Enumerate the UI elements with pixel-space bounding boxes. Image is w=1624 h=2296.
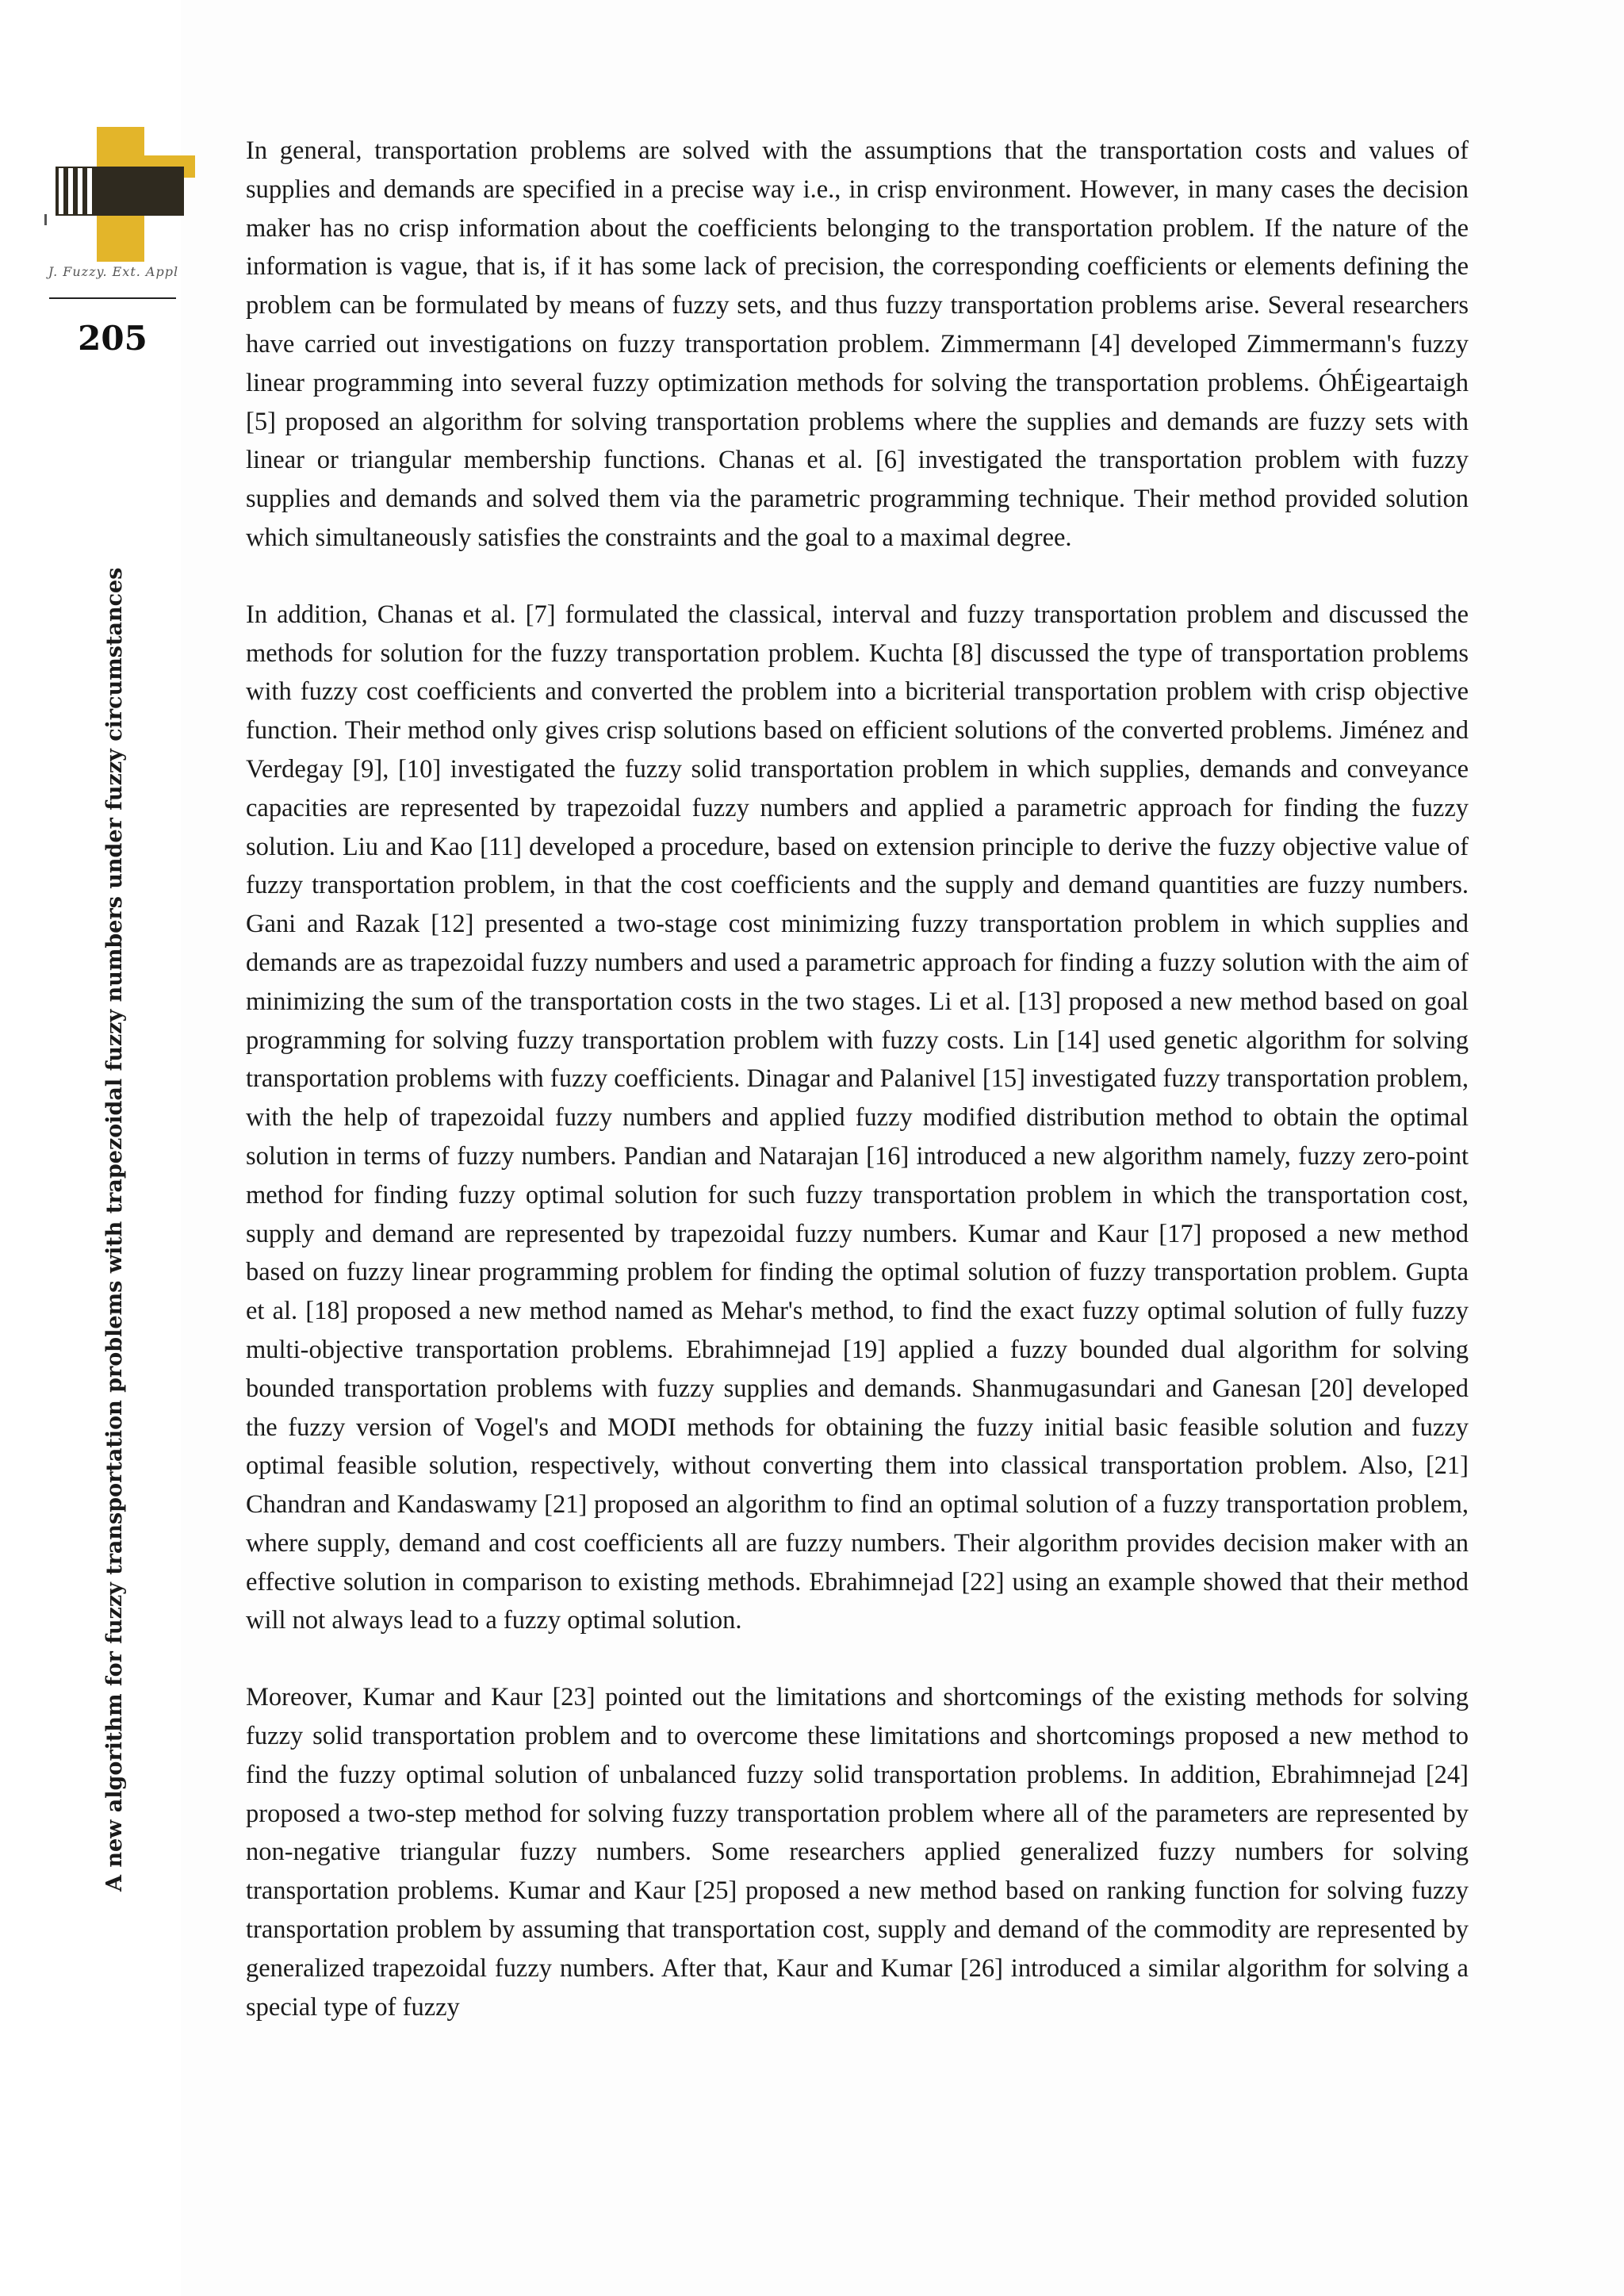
logo-stripe: [78, 168, 82, 214]
logo-stripe: [59, 168, 63, 214]
logo-stripe: [87, 168, 92, 214]
journal-abbreviation: J. Fuzzy. Ext. Appl: [48, 264, 179, 279]
running-title: A new algorithm for fuzzy transportation problems with trapezoidal fuzzy numbers under fuzzy circumstances: [102, 567, 127, 1892]
paragraph-3: Moreover, Kumar and Kaur [23] pointed out the limitations and shortcomings of the existing methods for solving fuzzy solid transportation problem and to overcome these limitations and shortcomings proposed a new method to find the fuzzy optimal solution of unbalanced fuzzy solid transportation problems. In addition, Ebrahimnejad [24] proposed a two-step method for solving fuzzy transportation problem where all of the parameters are represented by non-negative triangular fuzzy numbers. Some researchers applied generalized fuzzy numbers for solving transportation problems. Kumar and Kaur [25] proposed a new method based on ranking function for solving fuzzy transportation problem by assuming that transportation cost, supply and demand of the commodity are represented by generalized trapezoidal fuzzy numbers. After that, Kaur and Kumar [26] introduced a similar algorithm for solving a special type of fuzzy: [246, 1683, 1469, 2022]
paragraph-2: In addition, Chanas et al. [7] formulated the classical, interval and fuzzy transportation problem and discussed the methods for solution for the fuzzy transportation problem. Kuchta [8] discussed the type of transportation problems with fuzzy cost coefficients and converted the problem into a bicriterial transportation problem with crisp objective function. Their method only gives crisp solutions based on efficient solutions of the converted problems. Jiménez and Verdegay [9], [10] investigated the fuzzy solid transportation problem in which supplies, demands and conveyance capacities are represented by trapezoidal fuzzy numbers and applied a parametric approach for finding the fuzzy solution. Liu and Kao [11] developed a procedure, based on extension principle to derive the fuzzy objective value of fuzzy transportation problem, in that the cost coefficients and the supply and demand quantities are fuzzy numbers. Gani and Razak [12] presented a two-stage cost minimizing fuzzy transportation problem in which supplies and demands are as trapezoidal fuzzy numbers and used a parametric approach for finding a fuzzy solution with the aim of minimizing the sum of the transportation costs in the two stages. Li et al. [13] proposed a new method based on goal programming for solving fuzzy transportation problem with fuzzy costs. Lin [14] used genetic algorithm for solving transportation problems with fuzzy coefficients. Dinagar and Palanivel [15] investigated fuzzy transportation problem, with the help of trapezoidal fuzzy numbers and applied fuzzy modified distribution method to obtain the optimal solution in terms of fuzzy numbers. Pandian and Natarajan [16] introduced a new algorithm namely, fuzzy zero-point method for finding fuzzy optimal solution for such fuzzy transportation problem in which the transportation cost, supply and demand are represented by trapezoidal fuzzy numbers. Kumar and Kaur [17] proposed a new method based on fuzzy linear programming problem for finding the optimal solution of fuzzy transportation problem. Gupta et al. [18] proposed a new method named as Mehar's method, to find the exact fuzzy optimal solution of fully fuzzy multi-objective transportation problems. Ebrahimnejad [19] applied a fuzzy bounded dual algorithm for solving bounded transportation problems with fuzzy supplies and demands. Shanmugasundari and Ganesan [20] developed the fuzzy version of Vogel's and MODI methods for obtaining the fuzzy initial basic feasible solution and fuzzy optimal feasible solution, respectively, without converting them into classical transportation problem. Also, [21] Chandran and Kandaswamy [21] proposed an algorithm to find an optimal solution of a fuzzy transportation problem, where supply, demand and cost coefficients all are fuzzy numbers. Their algorithm provides decision maker with an effective solution in comparison to existing methods. Ebrahimnejad [22] using an example showed that their method will not always lead to a fuzzy optimal solution.: [246, 600, 1469, 1635]
logo-stripe: [68, 168, 73, 214]
main-text: [246, 132, 1469, 2026]
journal-logo: [44, 127, 195, 262]
paragraph-1: In general, transportation problems are solved with the assumptions that the transportation costs and values of supplies and demands are specified in a precise way i.e., in crisp environment. However, in many cases the decision maker has no crisp information about the coefficients belonging to the transportation problem. If the nature of the information is vague, that is, if it has some lack of precision, the corresponding coefficients or elements defining the problem can be formulated by means of fuzzy sets, and thus fuzzy transportation problems arise. Several researchers have carried out investigations on fuzzy transportation problem. Zimmermann [4] developed Zimmermann's fuzzy linear programming into several fuzzy optimization methods for solving the transportation problems. ÓhÉigeartaigh [5] proposed an algorithm for solving transportation problems where the supplies and demands are fuzzy sets with linear or triangular membership functions. Chanas et al. [6] investigated the transportation problem with fuzzy supplies and demands and solved them via the parametric programming technique. Their method provided solution which simultaneously satisfies the constraints and the goal to a maximal degree.: [246, 136, 1469, 552]
page-number: 205: [78, 319, 147, 358]
logo-tick: [44, 214, 47, 225]
logo-dark-bar: [56, 167, 184, 216]
sidebar-divider: [49, 297, 176, 299]
